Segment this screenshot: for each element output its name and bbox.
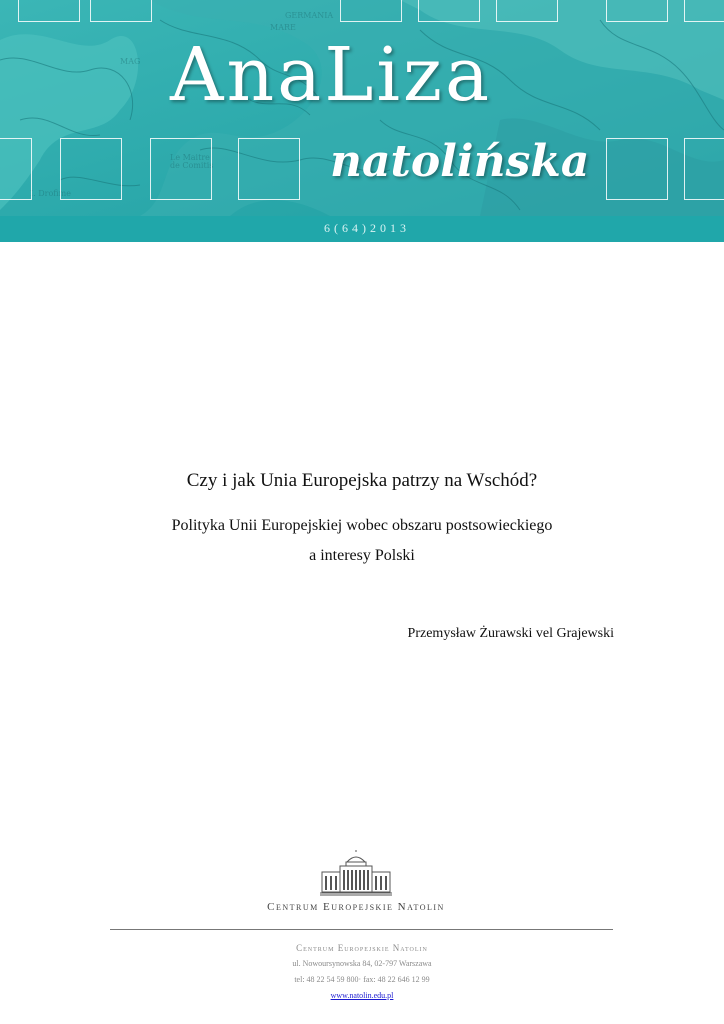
svg-text:de Comitis: de Comitis: [170, 161, 214, 170]
svg-text:GERMANIA: GERMANIA: [285, 11, 334, 20]
issue-bar: [0, 216, 724, 242]
website-link[interactable]: www.natolin.edu.pl: [330, 991, 394, 1000]
document-subtitle: [0, 511, 724, 571]
footer-contact: tel: 48 22 54 59 800· fax: 48 22 646 12 99: [294, 975, 430, 984]
footer: [0, 940, 724, 1004]
issue-number: 6(64)2013: [324, 221, 410, 235]
svg-text:Le Maitre: Le Maitre: [170, 153, 210, 162]
decor-tile: [496, 0, 558, 22]
decor-tile: [150, 138, 212, 200]
decor-tile: [606, 0, 668, 22]
subtitle-line: Polityka Unii Europejskiej wobec obszaru postsowieckiego: [171, 517, 553, 534]
logo-name: Centrum Europejskie Natolin: [267, 901, 445, 913]
svg-text:MAG: MAG: [120, 57, 141, 66]
decor-tile: [418, 0, 480, 22]
masthead-subtitle: natolińska: [330, 136, 590, 187]
footer-address: ul. Nowoursynowska 84, 02-797 Warszawa: [292, 959, 432, 968]
subtitle-line: a interesy Polski: [309, 547, 415, 564]
decor-tile: [0, 138, 32, 200]
divider: [110, 929, 613, 930]
decor-tile: [18, 0, 80, 22]
decor-tile: [90, 0, 152, 22]
document-title: Czy i jak Unia Europejska patrzy na Wschód?: [186, 470, 538, 491]
footer-org: Centrum Europejskie Natolin: [296, 943, 428, 953]
decor-tile: [60, 138, 122, 200]
decor-tile: [684, 0, 724, 22]
header-banner: [0, 0, 724, 216]
decor-tile: [340, 0, 402, 22]
svg-text:I. Drofime: I. Drofime: [30, 189, 71, 198]
masthead-title: AnaLiza: [170, 32, 493, 118]
palace-building-icon: [320, 850, 392, 896]
svg-text:MARE: MARE: [270, 23, 296, 32]
decor-tile: [684, 138, 724, 200]
decor-tile: [238, 138, 300, 200]
decor-tile: [606, 138, 668, 200]
author-name: Przemysław Żurawski vel Grajewski: [407, 626, 614, 641]
